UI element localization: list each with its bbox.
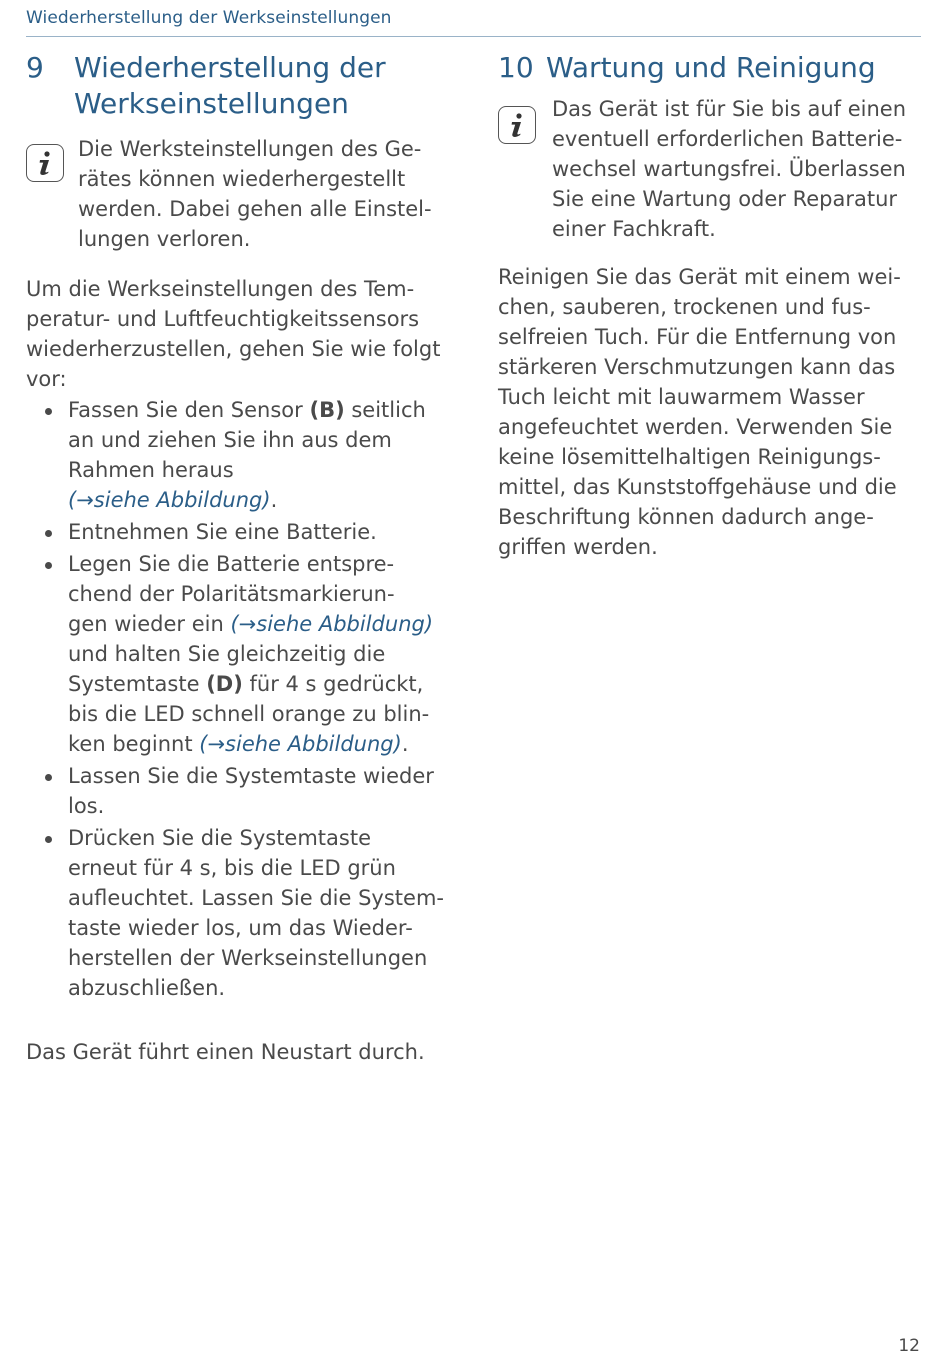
list-item [26, 823, 466, 1003]
section-title-line: Wiederherstellung der [74, 51, 386, 84]
text-run: Systemtaste [68, 672, 207, 696]
text-line: Die Werksteinstellungen des Ge- [78, 137, 422, 161]
text-line: chen, sauberen, trockenen und fus- [498, 295, 871, 319]
section-title-line: Werkseinstellungen [74, 87, 349, 120]
list-item [26, 549, 466, 759]
text-run: Legen Sie die Batterie entspre- [68, 552, 395, 576]
text-line: lungen verloren. [78, 227, 251, 251]
label-d: (D) [206, 672, 243, 696]
info-note-text [552, 94, 906, 244]
text-line: keine lösemittelhaltigen Reinigungs- [498, 445, 881, 469]
text-line: Tuch leicht mit lauwarmem Wasser [498, 385, 865, 409]
list-item [26, 395, 466, 515]
text-line: Um die Werkseinstellungen des Tem- [26, 277, 415, 301]
info-note [26, 134, 466, 254]
text-line: Das Gerät ist für Sie bis auf einen [552, 97, 907, 121]
text-line: Beschriftung können dadurch ange- [498, 505, 874, 529]
text-run: und halten Sie gleichzeitig die [68, 642, 386, 666]
text-line: angefeuchtet werden. Verwenden Sie [498, 415, 893, 439]
text-line: stärkeren Verschmutzungen kann das [498, 355, 896, 379]
cleaning-paragraph [498, 262, 923, 562]
section-9-heading [26, 48, 466, 122]
header-divider [26, 36, 921, 37]
text-line: Sie eine Wartung oder Reparatur [552, 187, 898, 211]
info-icon [498, 106, 536, 144]
text-run: gen wieder ein [68, 612, 231, 636]
text-run: bis die LED schnell orange zu blin- [68, 702, 430, 726]
text-line: peratur- und Luftfeuchtigkeitssensors [26, 307, 420, 331]
text-line: wechsel wartungsfrei. Überlassen [552, 157, 906, 181]
section-title [74, 50, 386, 122]
text-run: chend der Polaritätsmarkierun- [68, 582, 395, 606]
figure-reference-link[interactable]: (→siehe Abbildung) [230, 612, 434, 636]
section-title: Wartung und Reinigung [546, 51, 876, 84]
text-run: Rahmen heraus [68, 458, 234, 482]
list-item [26, 761, 466, 821]
running-header: Wiederherstellung der Werkseinstellungen [26, 8, 392, 28]
closing-sentence: Das Gerät führt einen Neustart durch. [26, 1040, 425, 1064]
bullet-dot [45, 530, 52, 537]
text-line: griffen werden. [498, 535, 658, 559]
text-run: Drücken Sie die Systemtaste [68, 826, 372, 850]
text-line: rätes können wiederhergestellt [78, 167, 406, 191]
section-number: 10 [498, 51, 534, 84]
page-number: 12 [898, 1336, 920, 1356]
text-run: ken beginnt [68, 732, 200, 756]
info-note [498, 94, 923, 244]
section-9 [26, 48, 466, 1067]
text-run: seitlich [344, 398, 426, 422]
list-item [26, 517, 466, 547]
bullet-dot [45, 562, 52, 569]
text-line: vor: [26, 367, 67, 391]
text-line: eventuell erforderlichen Batterie- [552, 127, 903, 151]
bullet-dot [45, 774, 52, 781]
text-run: an und ziehen Sie ihn aus dem [68, 428, 392, 452]
text-run: für 4 s gedrückt, [242, 672, 424, 696]
text-run: los. [68, 794, 105, 818]
bullet-dot [45, 408, 52, 415]
section-10 [498, 48, 923, 562]
figure-reference-link[interactable]: (→siehe Abbildung) [68, 488, 271, 512]
text-line: mittel, das Kunststoffgehäuse und die [498, 475, 897, 499]
text-line: Reinigen Sie das Gerät mit einem wei- [498, 265, 901, 289]
text-line: wiederherzustellen, gehen Sie wie folgt [26, 337, 441, 361]
text-run: Fassen Sie den Sensor [68, 398, 310, 422]
info-icon [26, 144, 64, 182]
text-run: . [401, 732, 409, 756]
text-run: erneut für 4 s, bis die LED grün [68, 856, 396, 880]
text-run: Entnehmen Sie eine Batterie. [68, 520, 377, 544]
intro-paragraph [26, 274, 466, 394]
text-run: taste wieder los, um das Wieder- [68, 916, 413, 940]
text-run: . [270, 488, 278, 512]
text-line: einer Fachkraft. [552, 217, 716, 241]
figure-reference-link[interactable]: (→siehe Abbildung) [199, 732, 402, 756]
bullet-dot [45, 836, 52, 843]
text-line: selfreien Tuch. Für die Entfernung von [498, 325, 897, 349]
text-run: Lassen Sie die Systemtaste wieder [68, 764, 434, 788]
text-run: herstellen der Werkseinstellungen [68, 946, 428, 970]
info-note-text [78, 134, 432, 254]
section-10-heading [498, 48, 923, 86]
text-run: abzuschließen. [68, 976, 226, 1000]
section-number: 9 [26, 51, 44, 84]
text-line: werden. Dabei gehen alle Einstel- [78, 197, 432, 221]
steps-list [26, 395, 466, 1003]
label-b: (B) [309, 398, 345, 422]
text-run: aufleuchtet. Lassen Sie die System- [68, 886, 444, 910]
